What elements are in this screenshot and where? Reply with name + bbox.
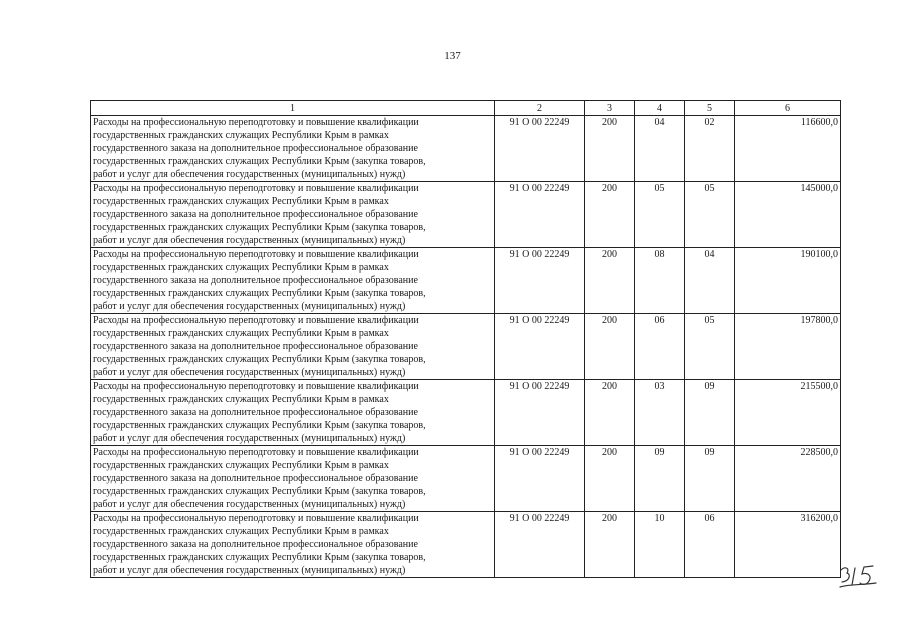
row-expense-type: 200 (585, 116, 635, 182)
row-amount: 190100,0 (735, 248, 841, 314)
row-description: Расходы на профессиональную переподготовку и повышение квалификации государственных гражданских служащих Республики Крым в рамках государственного заказа на дополнительное профессиональное образование государственных гражданских служащих Республики Крым (закупка товаров, работ и услуг для обеспечения государственных (муниципальных) нужд) (91, 446, 495, 512)
row-target-article: 91 О 00 22249 (495, 248, 585, 314)
table-row (91, 512, 841, 578)
row-description: Расходы на профессиональную переподготовку и повышение квалификации государственных гражданских служащих Республики Крым в рамках государственного заказа на дополнительное профессиональное образование государственных гражданских служащих Республики Крым (закупка товаров, работ и услуг для обеспечения государственных (муниципальных) нужд) (91, 182, 495, 248)
row-amount: 145000,0 (735, 182, 841, 248)
row-section: 08 (635, 248, 685, 314)
row-subsection: 09 (685, 380, 735, 446)
row-subsection: 05 (685, 314, 735, 380)
row-amount: 316200,0 (735, 512, 841, 578)
row-expense-type: 200 (585, 314, 635, 380)
row-target-article: 91 О 00 22249 (495, 182, 585, 248)
row-expense-type: 200 (585, 446, 635, 512)
row-amount: 215500,0 (735, 380, 841, 446)
row-target-article: 91 О 00 22249 (495, 446, 585, 512)
row-description: Расходы на профессиональную переподготовку и повышение квалификации государственных гражданских служащих Республики Крым в рамках государственного заказа на дополнительное профессиональное образование государственных гражданских служащих Республики Крым (закупка товаров, работ и услуг для обеспечения государственных (муниципальных) нужд) (91, 380, 495, 446)
row-amount: 197800,0 (735, 314, 841, 380)
row-expense-type: 200 (585, 182, 635, 248)
row-description: Расходы на профессиональную переподготовку и повышение квалификации государственных гражданских служащих Республики Крым в рамках государственного заказа на дополнительное профессиональное образование государственных гражданских служащих Республики Крым (закупка товаров, работ и услуг для обеспечения государственных (муниципальных) нужд) (91, 314, 495, 380)
row-section: 05 (635, 182, 685, 248)
row-description: Расходы на профессиональную переподготовку и повышение квалификации государственных гражданских служащих Республики Крым в рамках государственного заказа на дополнительное профессиональное образование государственных гражданских служащих Республики Крым (закупка товаров, работ и услуг для обеспечения государственных (муниципальных) нужд) (91, 512, 495, 578)
row-expense-type: 200 (585, 380, 635, 446)
row-target-article: 91 О 00 22249 (495, 314, 585, 380)
table-row (91, 248, 841, 314)
table-header-row (91, 101, 841, 116)
handwritten-page-mark (838, 563, 878, 591)
row-section: 03 (635, 380, 685, 446)
column-header-3: 3 (585, 101, 635, 116)
row-subsection: 04 (685, 248, 735, 314)
row-expense-type: 200 (585, 512, 635, 578)
row-description: Расходы на профессиональную переподготовку и повышение квалификации государственных гражданских служащих Республики Крым в рамках государственного заказа на дополнительное профессиональное образование государственных гражданских служащих Республики Крым (закупка товаров, работ и услуг для обеспечения государственных (муниципальных) нужд) (91, 248, 495, 314)
row-amount: 228500,0 (735, 446, 841, 512)
row-subsection: 05 (685, 182, 735, 248)
table-row (91, 446, 841, 512)
row-expense-type: 200 (585, 248, 635, 314)
budget-table (90, 100, 841, 578)
row-description: Расходы на профессиональную переподготовку и повышение квалификации государственных гражданских служащих Республики Крым в рамках государственного заказа на дополнительное профессиональное образование государственных гражданских служащих Республики Крым (закупка товаров, работ и услуг для обеспечения государственных (муниципальных) нужд) (91, 116, 495, 182)
row-amount: 116600,0 (735, 116, 841, 182)
row-subsection: 09 (685, 446, 735, 512)
row-section: 04 (635, 116, 685, 182)
column-header-4: 4 (635, 101, 685, 116)
row-section: 06 (635, 314, 685, 380)
column-header-2: 2 (495, 101, 585, 116)
column-header-1: 1 (91, 101, 495, 116)
table-row (91, 314, 841, 380)
row-target-article: 91 О 00 22249 (495, 512, 585, 578)
page-number: 137 (444, 50, 461, 62)
row-target-article: 91 О 00 22249 (495, 116, 585, 182)
column-header-6: 6 (735, 101, 841, 116)
row-subsection: 06 (685, 512, 735, 578)
row-section: 09 (635, 446, 685, 512)
row-section: 10 (635, 512, 685, 578)
table-row (91, 380, 841, 446)
table-row (91, 116, 841, 182)
row-subsection: 02 (685, 116, 735, 182)
table-row (91, 182, 841, 248)
column-header-5: 5 (685, 101, 735, 116)
row-target-article: 91 О 00 22249 (495, 380, 585, 446)
